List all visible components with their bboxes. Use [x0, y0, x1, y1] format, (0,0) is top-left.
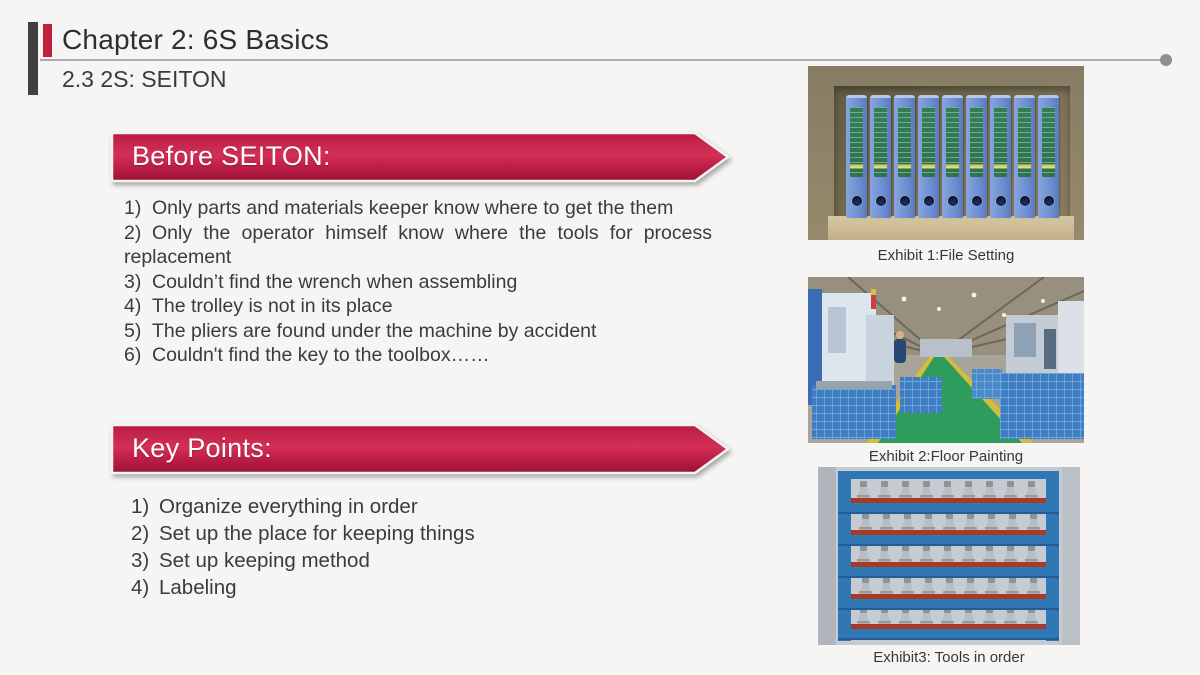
list-item: [131, 574, 691, 601]
title-underline-dot: [1160, 54, 1172, 66]
list-item: [131, 520, 691, 547]
section-subtitle: 2.3 2S: SEITON: [62, 66, 227, 92]
binders-row: [846, 95, 1059, 218]
binder: [870, 95, 891, 218]
list-item-text: The pliers are found under the machine by accident: [152, 319, 597, 342]
list-item-number: 4): [131, 576, 150, 599]
list-item-text: Set up the place for keeping things: [159, 522, 475, 545]
list-item: [131, 547, 691, 574]
list-item: [124, 270, 712, 295]
exhibit-3-figure: [818, 467, 1080, 666]
list-item: [124, 196, 712, 221]
banner-label: Key Points:: [132, 433, 272, 463]
list-item-number: 5): [124, 319, 142, 342]
list-item-text: Couldn’t find the wrench when assembling: [152, 270, 518, 293]
exhibit-3-caption: Exhibit3: Tools in order: [873, 649, 1025, 666]
list-item-number: 4): [124, 295, 142, 317]
exhibit-2-figure: [808, 277, 1084, 465]
binder: [894, 95, 915, 218]
exhibit-1-figure: [808, 66, 1084, 264]
title-accent-bar-dark: [28, 22, 38, 95]
banner-key-points: [110, 422, 734, 476]
list-item-text: The trolley is not in its place: [152, 295, 393, 317]
list-item-number: 6): [124, 344, 142, 366]
key-points-list: [131, 493, 691, 601]
shelf-floor: [828, 216, 1074, 240]
binder: [918, 95, 939, 218]
binder: [990, 95, 1011, 218]
list-item-text: Organize everything in order: [159, 495, 418, 518]
list-item-number: 2): [131, 522, 150, 545]
before-seiton-list: [124, 196, 712, 368]
list-item: [124, 221, 712, 270]
list-item-number: 3): [131, 549, 150, 572]
banner-before-seiton: [110, 130, 734, 184]
list-item-number: 2): [124, 221, 142, 244]
binder: [1038, 95, 1059, 218]
list-item: [124, 294, 712, 319]
binder: [966, 95, 987, 218]
exhibit-1-photo: [808, 66, 1084, 240]
list-item: [124, 343, 712, 368]
list-item-text: Couldn't find the key to the toolbox……: [152, 344, 490, 366]
binder: [846, 95, 867, 218]
list-item-number: 1): [124, 197, 142, 219]
binder: [942, 95, 963, 218]
list-item-text: Set up keeping method: [159, 549, 370, 572]
list-item-text: Labeling: [159, 576, 237, 599]
exhibit-1-caption: Exhibit 1:File Setting: [877, 247, 1015, 264]
exhibit-2-caption: Exhibit 2:Floor Painting: [868, 448, 1024, 465]
title-underline: [40, 59, 1168, 61]
list-item-number: 3): [124, 270, 142, 293]
page-title: Chapter 2: 6S Basics: [62, 24, 330, 55]
exhibit-2-photo: [808, 277, 1084, 443]
list-item: [124, 319, 712, 344]
title-accent-bar-red: [43, 24, 52, 57]
banner-label: Before SEITON:: [132, 141, 331, 171]
exhibit-3-photo: [818, 467, 1080, 645]
list-item-text: Only parts and materials keeper know where to get the them: [152, 197, 674, 219]
list-item: [131, 493, 691, 520]
list-item-number: 1): [131, 495, 150, 518]
binder: [1014, 95, 1035, 218]
list-item-text: Only the operator himself know where the tools for process replacement: [124, 221, 712, 268]
